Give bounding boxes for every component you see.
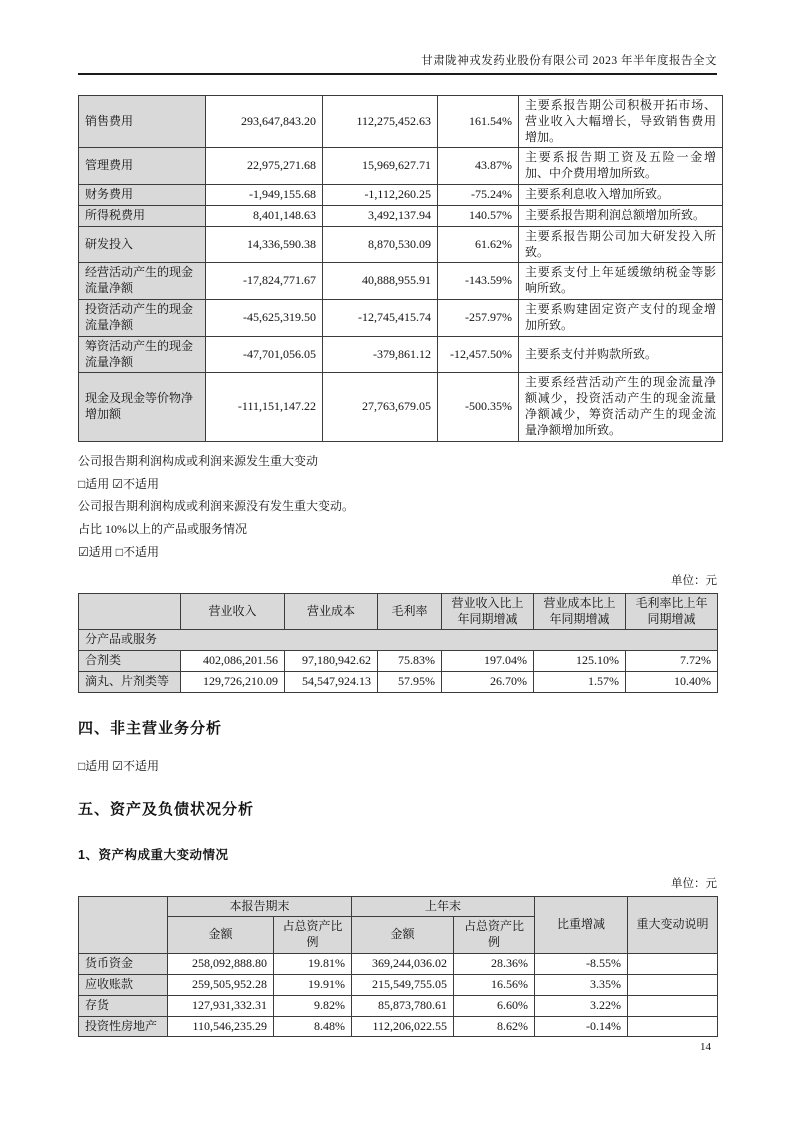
expense-table-body <box>79 96 723 442</box>
cell-label: 合剂类 <box>79 651 181 672</box>
cell-reason: 主要系利息收入增加所致。 <box>519 185 723 206</box>
cell-label: 研发投入 <box>79 226 206 263</box>
column-header-margin: 毛利率 <box>378 593 442 630</box>
column-header-note: 重大变动说明 <box>628 896 718 953</box>
cell-margin: 75.83% <box>378 651 442 672</box>
column-header-ratio-change: 比重增减 <box>535 896 628 953</box>
cell-prior: 40,888,955.91 <box>323 263 438 300</box>
cell-label: 投资活动产生的现金流量净额 <box>79 300 206 337</box>
cell-change: 161.54% <box>438 96 519 148</box>
cell-reason: 主要系购建固定资产支付的现金增加所致。 <box>519 300 723 337</box>
table-row <box>79 96 723 148</box>
cell-note <box>628 954 718 975</box>
table-row <box>79 651 718 672</box>
cell-cost: 97,180,942.62 <box>285 651 378 672</box>
cell-change: -8.55% <box>535 954 628 975</box>
unit-label: 单位：元 <box>671 877 717 890</box>
cell-current_ratio: 9.82% <box>274 995 352 1016</box>
cell-reason: 主要系支付上年延缓缴纳税金等影响所致。 <box>519 263 723 300</box>
section5-title: 五、资产及负债状况分析 <box>78 800 255 818</box>
table-row <box>79 336 723 373</box>
products-section-heading: 占比 10%以上的产品或服务情况 <box>78 522 247 537</box>
cell-label: 所得税费用 <box>79 205 206 226</box>
cell-current: 14,336,590.38 <box>206 226 323 263</box>
cell-prior_ratio: 8.62% <box>454 1016 535 1037</box>
cell-note <box>628 974 718 995</box>
cell-reason: 主要系报告期工资及五险一金增加、中介费用增加所致。 <box>519 148 723 185</box>
table-row <box>79 263 723 300</box>
cell-label: 财务费用 <box>79 185 206 206</box>
table-row <box>79 954 718 975</box>
cell-prior: -12,745,415.74 <box>323 300 438 337</box>
cell-margin: 57.95% <box>378 672 442 693</box>
cell-prior: -379,861.12 <box>323 336 438 373</box>
cell-change: -0.14% <box>535 1016 628 1037</box>
cell-reason: 主要系经营活动产生的现金流量净额减少，投资活动产生的现金流量净额减少，筹资活动产生的现金流量净额增加所致。 <box>519 373 723 441</box>
product-table-body <box>79 651 718 693</box>
cell-change: 3.35% <box>535 974 628 995</box>
cell-reason: 主要系支付并购款所致。 <box>519 336 723 373</box>
cell-margin_yoy: 10.40% <box>626 672 718 693</box>
cell-current_ratio: 19.91% <box>274 974 352 995</box>
cell-cost_yoy: 1.57% <box>534 672 626 693</box>
cell-change: 43.87% <box>438 148 519 185</box>
cell-label: 投资性房地产 <box>79 1016 168 1037</box>
column-header-cost: 营业成本 <box>285 593 378 630</box>
expense-analysis-table <box>78 95 723 442</box>
cell-label: 管理费用 <box>79 148 206 185</box>
column-header-amount: 金额 <box>168 917 274 954</box>
cell-current: 22,975,271.68 <box>206 148 323 185</box>
cell-change: -500.35% <box>438 373 519 441</box>
cell-cost_yoy: 125.10% <box>534 651 626 672</box>
table-row <box>79 300 723 337</box>
column-header-ratio: 占总资产比例 <box>454 917 535 954</box>
cell-current: -111,151,147.22 <box>206 373 323 441</box>
cell-label: 滴丸、片剂类等 <box>79 672 181 693</box>
cell-revenue: 402,086,201.56 <box>181 651 285 672</box>
cell-current_ratio: 8.48% <box>274 1016 352 1037</box>
cell-prior: 27,763,679.05 <box>323 373 438 441</box>
page-header-title: 甘肃陇神戎发药业股份有限公司 2023 年半年度报告全文 <box>78 52 717 75</box>
cell-revenue: 129,726,210.09 <box>181 672 285 693</box>
product-group-row <box>79 630 718 651</box>
profit-change-statement: 公司报告期利润构成或利润来源没有发生重大变动。 <box>78 499 355 514</box>
column-header-revenue-yoy: 营业收入比上年同期增减 <box>442 593 534 630</box>
profit-change-heading: 公司报告期利润构成或利润来源发生重大变动 <box>78 453 319 468</box>
cell-prior: -1,112,260.25 <box>323 185 438 206</box>
asset-composition-table <box>78 896 718 1038</box>
cell-change: 61.62% <box>438 226 519 263</box>
column-header-amount: 金额 <box>352 917 454 954</box>
cell-label: 存货 <box>79 995 168 1016</box>
column-header-current-period: 本报告期末 <box>168 896 352 917</box>
cell-prior_amount: 85,873,780.61 <box>352 995 454 1016</box>
table-row <box>79 205 723 226</box>
table-row <box>79 1016 718 1037</box>
cell-prior: 3,492,137.94 <box>323 205 438 226</box>
cell-label: 经营活动产生的现金流量净额 <box>79 263 206 300</box>
unit-label: 单位：元 <box>671 574 717 587</box>
table-row <box>79 373 723 441</box>
cell-prior_amount: 112,206,022.55 <box>352 1016 454 1037</box>
column-header-ratio: 占总资产比例 <box>274 917 352 954</box>
cell-prior_amount: 215,549,755.05 <box>352 974 454 995</box>
cell-prior_amount: 369,244,036.02 <box>352 954 454 975</box>
cell-prior_ratio: 16.56% <box>454 974 535 995</box>
page-number: 14 <box>700 1041 711 1053</box>
cell-label: 货币资金 <box>79 954 168 975</box>
cell-prior: 15,969,627.71 <box>323 148 438 185</box>
cell-reason: 主要系报告期公司加大研发投入所致。 <box>519 226 723 263</box>
product-service-table <box>78 593 718 693</box>
cell-change: -12,457.50% <box>438 336 519 373</box>
cell-reason: 主要系报告期利润总额增加所致。 <box>519 205 723 226</box>
cell-note <box>628 995 718 1016</box>
cell-current_amount: 127,931,332.31 <box>168 995 274 1016</box>
table-row <box>79 974 718 995</box>
cell-label: 销售费用 <box>79 96 206 148</box>
cell-revenue_yoy: 197.04% <box>442 651 534 672</box>
table-row <box>79 185 723 206</box>
cell-current: -45,625,319.50 <box>206 300 323 337</box>
table-row <box>79 672 718 693</box>
cell-current_amount: 258,092,888.80 <box>168 954 274 975</box>
cell-current: -1,949,155.68 <box>206 185 323 206</box>
section4-applicability: □适用 ☑不适用 <box>78 758 160 773</box>
section5-sub1-title: 1、资产构成重大变动情况 <box>78 847 229 862</box>
column-header-blank <box>79 593 181 630</box>
table-row <box>79 148 723 185</box>
cell-current_ratio: 19.81% <box>274 954 352 975</box>
cell-change: 3.22% <box>535 995 628 1016</box>
column-header-prior-period: 上年末 <box>352 896 535 917</box>
table-row <box>79 995 718 1016</box>
cell-prior: 112,275,452.63 <box>323 96 438 148</box>
cell-current_amount: 259,505,952.28 <box>168 974 274 995</box>
column-header-margin-yoy: 毛利率比上年同期增减 <box>626 593 718 630</box>
cell-reason: 主要系报告期公司积极开拓市场、营业收入大幅增长，导致销售费用增加。 <box>519 96 723 148</box>
section4-title: 四、非主营业务分析 <box>78 719 223 737</box>
cell-change: -257.97% <box>438 300 519 337</box>
cell-prior: 8,870,530.09 <box>323 226 438 263</box>
product-group-label: 分产品或服务 <box>79 630 718 651</box>
cell-prior_ratio: 6.60% <box>454 995 535 1016</box>
cell-current: 8,401,148.63 <box>206 205 323 226</box>
products-section-applicability: ☑适用 □不适用 <box>78 544 160 559</box>
cell-label: 现金及现金等价物净增加额 <box>79 373 206 441</box>
cell-revenue_yoy: 26.70% <box>442 672 534 693</box>
asset-table-body <box>79 954 718 1037</box>
cell-prior_ratio: 28.36% <box>454 954 535 975</box>
cell-label: 筹资活动产生的现金流量净额 <box>79 336 206 373</box>
cell-margin_yoy: 7.72% <box>626 651 718 672</box>
column-header-revenue: 营业收入 <box>181 593 285 630</box>
cell-cost: 54,547,924.13 <box>285 672 378 693</box>
asset-table-header-row-1 <box>79 896 718 917</box>
table-row <box>79 226 723 263</box>
product-table-header-row <box>79 593 718 630</box>
column-header-cost-yoy: 营业成本比上年同期增减 <box>534 593 626 630</box>
column-header-blank <box>79 896 168 953</box>
cell-current: 293,647,843.20 <box>206 96 323 148</box>
cell-current: -17,824,771.67 <box>206 263 323 300</box>
profit-change-applicability: □适用 ☑不适用 <box>78 476 160 491</box>
cell-change: -75.24% <box>438 185 519 206</box>
cell-change: -143.59% <box>438 263 519 300</box>
cell-note <box>628 1016 718 1037</box>
cell-current_amount: 110,546,235.29 <box>168 1016 274 1037</box>
cell-label: 应收账款 <box>79 974 168 995</box>
cell-current: -47,701,056.05 <box>206 336 323 373</box>
cell-change: 140.57% <box>438 205 519 226</box>
